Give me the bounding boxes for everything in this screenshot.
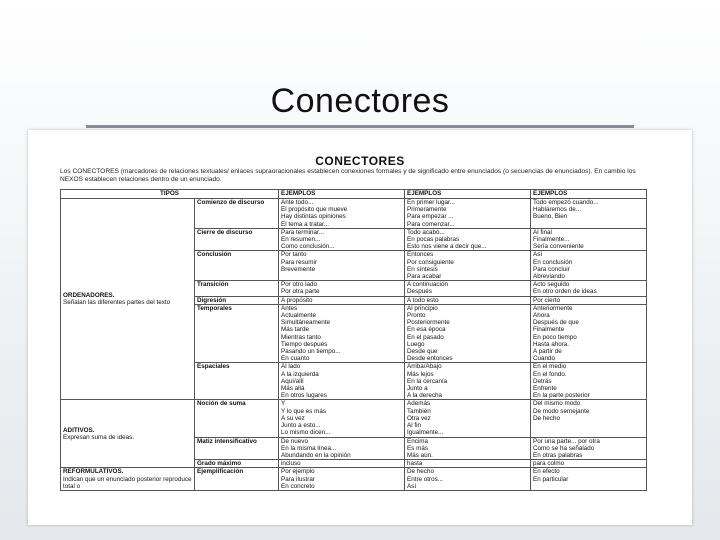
example-item: Posteriormente xyxy=(407,319,450,327)
subtype-label: Ejemplificación xyxy=(197,468,244,476)
example-item: Luego xyxy=(407,340,425,348)
example-item: Para ilustrar xyxy=(281,475,315,483)
example-item: Igualmente... xyxy=(407,429,444,437)
example-item: Todo empezó cuando... xyxy=(533,199,599,206)
example-item: Encima xyxy=(407,437,428,445)
example-item: Detrás xyxy=(533,377,552,385)
subtype-cell xyxy=(195,437,279,460)
example-item: A continuación xyxy=(407,281,448,289)
subtype-label: Digresión xyxy=(197,296,227,304)
example-item: Actualmente xyxy=(281,312,317,320)
example-item: A partir de xyxy=(533,348,562,356)
subtype-label: Cierre de discurso xyxy=(197,228,253,236)
subtype-cell xyxy=(195,199,279,229)
examples-col-2 xyxy=(405,296,531,304)
header-ejemplos-3: EJEMPLOS xyxy=(531,190,647,199)
example-item: En el fondo. xyxy=(533,370,567,378)
example-item: incluso xyxy=(281,460,301,468)
examples-col-2 xyxy=(405,199,531,229)
examples-col-3 xyxy=(531,363,647,400)
examples-col-2 xyxy=(405,400,531,437)
example-item: El propósito que mueve xyxy=(281,206,348,214)
example-item: Esto nos viene a decir que... xyxy=(407,243,487,251)
example-item: Simultáneamente xyxy=(281,319,331,327)
example-item: Junto a esto... xyxy=(281,422,321,430)
example-item: En esa época xyxy=(407,326,446,334)
example-item: Al principio xyxy=(407,304,438,312)
example-item: En la cercanía xyxy=(407,377,448,385)
example-item: Hablaremos de... xyxy=(533,206,581,214)
subtype-label: Noción de suma xyxy=(197,400,246,408)
examples-col-1 xyxy=(279,281,405,296)
subtype-cell xyxy=(195,251,279,281)
example-item: En conclusión xyxy=(533,258,573,266)
example-item: Del mismo modo xyxy=(533,400,581,408)
example-item: Pasando un tiempo... xyxy=(281,348,341,356)
document-intro: Los CONECTORES (marcadores de relaciones textuales/ enlaces supraoracionales establecen conexiones formales y de significado entre enunciados (o secuencias de enunciados). En cambio los NEXOS establecen relaciones dentro de un enunciado. xyxy=(60,168,636,184)
example-item: El tema a tratar... xyxy=(281,220,329,228)
example-item: También xyxy=(407,407,431,415)
example-item: En otras palabras xyxy=(533,451,583,459)
example-item: Como se ha señalado xyxy=(533,444,595,452)
example-item: Para terminar... xyxy=(281,228,325,236)
example-item: En resumen... xyxy=(281,236,321,244)
example-item: Enfrente xyxy=(533,385,557,393)
example-item: En pocas palabras xyxy=(407,236,460,244)
subtype-cell xyxy=(195,296,279,304)
type-cell xyxy=(61,199,195,400)
example-item: Primeramente xyxy=(407,206,447,214)
type-name: ORDENADORES. xyxy=(63,292,115,300)
example-item: De hecho xyxy=(533,414,560,422)
example-item: Así xyxy=(533,251,543,259)
example-item: Por tanto xyxy=(281,251,307,259)
subtype-label: Temporales xyxy=(197,304,232,312)
example-item: Por consiguiente xyxy=(407,258,454,266)
example-item: para colmo xyxy=(533,460,565,468)
examples-col-1 xyxy=(279,296,405,304)
example-item: En síntesis xyxy=(407,265,438,273)
example-item: Arriba/Abajo xyxy=(407,363,442,371)
subtype-label: Comienzo de discurso xyxy=(197,199,265,206)
example-item: Y lo que es más xyxy=(281,407,327,415)
example-item: Abreviando xyxy=(533,273,565,281)
example-item: Abundando en la opinión xyxy=(281,451,351,459)
table-row xyxy=(61,468,647,491)
example-item xyxy=(533,221,644,228)
example-item: Ahora xyxy=(533,312,550,320)
scanned-document xyxy=(28,130,692,525)
type-name: ADITIVOS. xyxy=(63,426,95,434)
example-item: Al fin xyxy=(407,422,421,430)
example-item: Desde que xyxy=(407,348,438,356)
example-item: Así xyxy=(407,482,417,490)
example-item: En la parte posterior xyxy=(533,392,590,400)
examples-col-2 xyxy=(405,363,531,400)
header-ejemplos-1: EJEMPLOS xyxy=(279,190,405,199)
header-tipos: TIPOS xyxy=(61,190,279,199)
examples-col-1 xyxy=(279,437,405,460)
example-item: Al final xyxy=(533,228,552,236)
example-item: Para empezar ... xyxy=(407,213,454,221)
example-item xyxy=(281,273,402,280)
example-item: Brevemente xyxy=(281,265,315,273)
example-item: En el medio xyxy=(533,363,567,371)
example-item: Para resumir xyxy=(281,258,318,266)
example-item: A su vez xyxy=(281,414,305,422)
example-item: Otra vez xyxy=(407,414,431,422)
example-item: Hay distintas opiniones xyxy=(281,213,346,221)
examples-col-1 xyxy=(279,468,405,491)
example-item: De modo semejante xyxy=(533,407,590,415)
example-item xyxy=(533,429,644,436)
example-item: Antes xyxy=(281,304,298,312)
example-item: Aquí/allí xyxy=(281,377,304,385)
example-item: Todo acabó... xyxy=(407,228,445,236)
example-item: En primer lugar... xyxy=(407,199,455,206)
example-item: En otro orden de ideas xyxy=(533,288,597,296)
subtype-cell xyxy=(195,228,279,251)
example-item: A la derecha xyxy=(407,392,443,400)
title-divider xyxy=(86,125,634,128)
example-item: Hasta ahora. xyxy=(533,340,570,348)
example-item: Es más xyxy=(407,444,428,452)
example-item: Entre otros... xyxy=(407,475,444,483)
slide-title: Conectores xyxy=(270,82,450,120)
example-item: hasta xyxy=(407,460,423,468)
subtype-cell xyxy=(195,363,279,400)
table-header-row xyxy=(61,190,647,199)
example-item: En el pasado xyxy=(407,333,444,341)
examples-col-1 xyxy=(279,304,405,363)
subtype-cell xyxy=(195,304,279,363)
example-item xyxy=(533,483,644,490)
example-item: A todo esto xyxy=(407,296,439,304)
example-item: Finalmente xyxy=(533,326,565,334)
examples-col-1 xyxy=(279,251,405,281)
subtype-label: Conclusión xyxy=(197,251,232,259)
type-cell xyxy=(61,468,195,491)
type-name: REFORMULATIVOS. xyxy=(63,468,124,476)
example-item: En la misma línea... xyxy=(281,444,337,452)
example-item: En concreto xyxy=(281,482,315,490)
example-item xyxy=(533,422,644,429)
examples-col-3 xyxy=(531,437,647,460)
example-item: Sería conveniente xyxy=(533,243,584,251)
examples-col-3 xyxy=(531,281,647,296)
type-description: Señalan las diferentes partes del texto xyxy=(63,299,171,307)
example-item: Más lejos xyxy=(407,370,434,378)
example-item: Desde entonces xyxy=(407,355,453,363)
example-item: Más tarde xyxy=(281,326,309,334)
example-item: Junto a xyxy=(407,385,428,393)
subtype-cell xyxy=(195,281,279,296)
examples-col-3 xyxy=(531,468,647,491)
examples-col-3 xyxy=(531,296,647,304)
subtype-cell xyxy=(195,460,279,468)
document-heading: CONECTORES xyxy=(315,154,405,168)
example-item: Por ejemplo xyxy=(281,468,315,476)
example-item: Como conclusión... xyxy=(281,243,335,251)
example-item: Más aún. xyxy=(407,451,433,459)
example-item: Acto seguido xyxy=(533,281,570,289)
example-item: Además xyxy=(407,400,431,408)
example-item: Mientras tanto xyxy=(281,333,321,341)
examples-col-3 xyxy=(531,199,647,229)
example-item: A la izquierda xyxy=(281,370,319,378)
example-item: En particular xyxy=(533,475,569,483)
example-item: Finalmente... xyxy=(533,236,570,244)
examples-col-1 xyxy=(279,363,405,400)
subtype-label: Transición xyxy=(197,281,229,289)
example-item: Para concluir xyxy=(533,265,570,273)
examples-col-3 xyxy=(531,304,647,363)
example-item: Pronto xyxy=(407,312,426,320)
subtype-cell xyxy=(195,400,279,437)
examples-col-2 xyxy=(405,437,531,460)
example-item: Entonces xyxy=(407,251,434,259)
subtype-label: Espaciales xyxy=(197,363,230,371)
subtype-label: Grado máximo xyxy=(197,460,242,468)
examples-col-1 xyxy=(279,400,405,437)
example-item: De nuevo xyxy=(281,437,308,445)
example-item: En efecto xyxy=(533,468,560,476)
example-item: Por otra parte xyxy=(281,288,320,296)
example-item: Ante todo... xyxy=(281,199,314,206)
example-item: Para acabar xyxy=(407,273,442,281)
table-row xyxy=(61,400,647,437)
connectors-table xyxy=(60,189,647,491)
examples-col-2 xyxy=(405,468,531,491)
example-item: Después de que xyxy=(533,319,579,327)
examples-col-2 xyxy=(405,228,531,251)
subtype-cell xyxy=(195,468,279,491)
example-item: A propósito xyxy=(281,296,313,304)
example-item: Lo mismo dicen... xyxy=(281,429,331,437)
example-item: En poco tiempo xyxy=(533,333,577,341)
examples-col-2 xyxy=(405,251,531,281)
example-item: Cuando xyxy=(533,355,556,363)
example-item: Más allá xyxy=(281,385,305,393)
example-item: En cuanto xyxy=(281,355,310,363)
type-description: Expresan suma de ideas. xyxy=(63,433,135,441)
example-item: Y xyxy=(281,400,286,408)
example-item: Anteriormente xyxy=(533,304,573,312)
example-item: Después xyxy=(407,288,432,296)
example-item: Por otro lado xyxy=(281,281,318,289)
type-description: Indican que un enunciado posterior reproduce total o xyxy=(63,475,192,490)
examples-col-2 xyxy=(405,281,531,296)
examples-col-1 xyxy=(279,228,405,251)
examples-col-1 xyxy=(279,460,405,468)
example-item: Por una parte... por otra xyxy=(533,437,600,445)
examples-col-3 xyxy=(531,228,647,251)
example-item: Para comenzar... xyxy=(407,220,455,228)
example-item: Por cierto xyxy=(533,296,560,304)
subtype-label: Matiz intensificativo xyxy=(197,437,257,445)
example-item: Al lado xyxy=(281,363,301,371)
examples-col-3 xyxy=(531,460,647,468)
header-ejemplos-2: EJEMPLOS xyxy=(405,190,531,199)
example-item: De hecho xyxy=(407,468,434,476)
examples-col-1 xyxy=(279,199,405,229)
examples-col-2 xyxy=(405,460,531,468)
example-item: Bueno, Bien xyxy=(533,213,568,221)
examples-col-3 xyxy=(531,251,647,281)
examples-col-3 xyxy=(531,400,647,437)
type-cell xyxy=(61,400,195,468)
example-item: En otros lugares xyxy=(281,392,327,400)
examples-col-2 xyxy=(405,304,531,363)
example-item: Tiempo después xyxy=(281,340,328,348)
table-row xyxy=(61,199,647,229)
